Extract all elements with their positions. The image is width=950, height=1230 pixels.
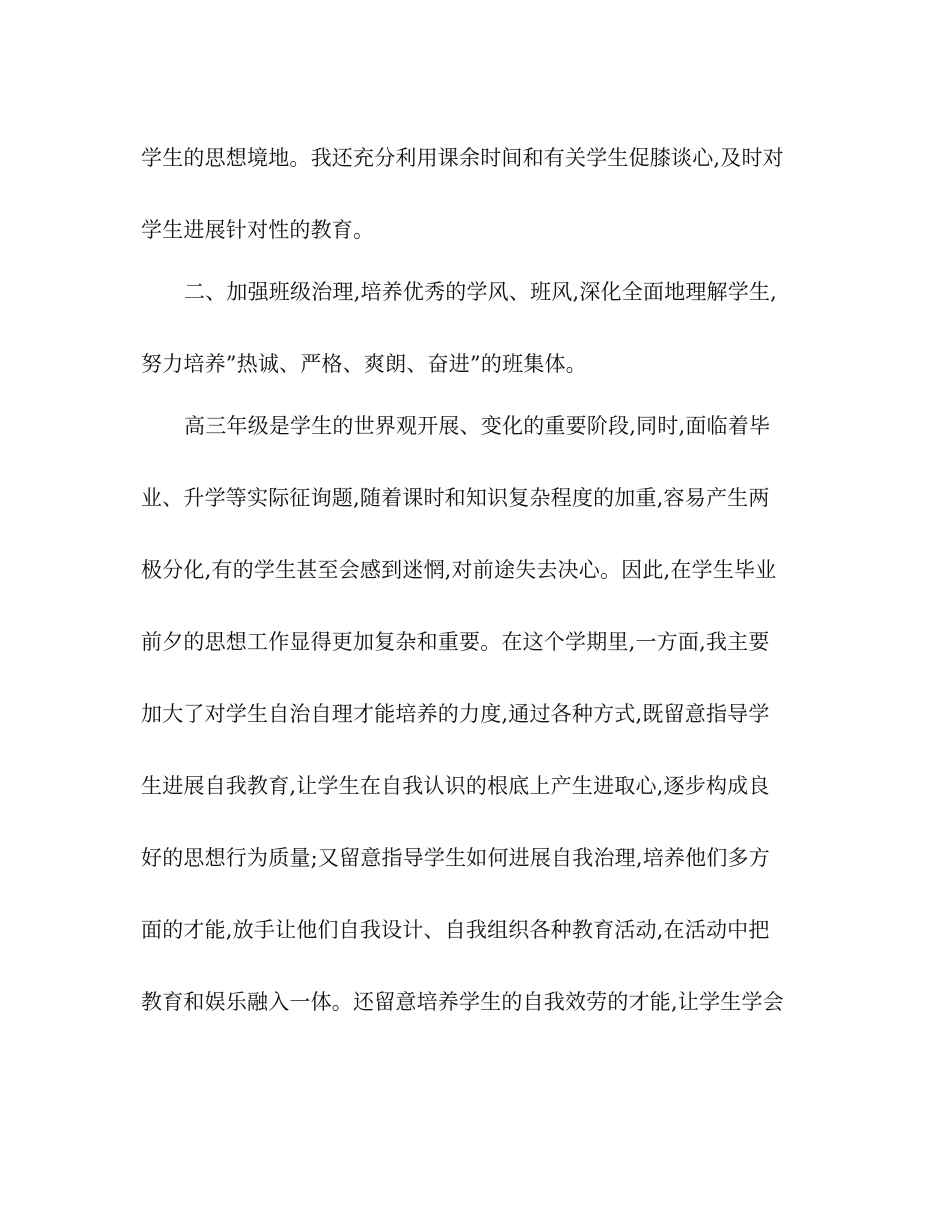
paragraph-line-2: 业、升学等实际征询题,随着课时和知识复杂程度的加重,容易产生两 [141,486,770,510]
paragraph-line-9: 教育和娱乐融入一体。还留意培养学生的自我效劳的才能,让学生学会 [141,990,784,1014]
section-heading-line-1: 二、加强班级治理,培养优秀的学风、班风,深化全面地理解学生, [184,280,778,304]
paragraph-line-1: 高三年级是学生的世界观开展、变化的重要阶段,同时,面临着毕 [184,414,771,438]
paragraph-line-7: 好的思想行为质量;又留意指导学生如何进展自我治理,培养他们多方 [141,846,770,870]
text-line-1: 学生的思想境地。我还充分利用课余时间和有关学生促膝谈心,及时对 [141,146,784,170]
paragraph-line-6: 生进展自我教育,让学生在自我认识的根底上产生进取心,逐步构成良 [141,774,770,798]
text-line-2: 学生进展针对性的教育。 [141,218,375,242]
paragraph-line-4: 前夕的思想工作显得更加复杂和重要。在这个学期里,一方面,我主要 [141,630,770,654]
paragraph-line-8: 面的才能,放手让他们自我设计、自我组织各种教育活动,在活动中把 [141,918,770,942]
section-heading-line-2: 努力培养”热诚、严格、爽朗、奋进”的班集体。 [141,352,587,376]
paragraph-line-5: 加大了对学生自治自理才能培养的力度,通过各种方式,既留意指导学 [141,702,770,726]
paragraph-line-3: 极分化,有的学生甚至会感到迷惘,对前途失去决心。因此,在学生毕业 [141,558,777,582]
